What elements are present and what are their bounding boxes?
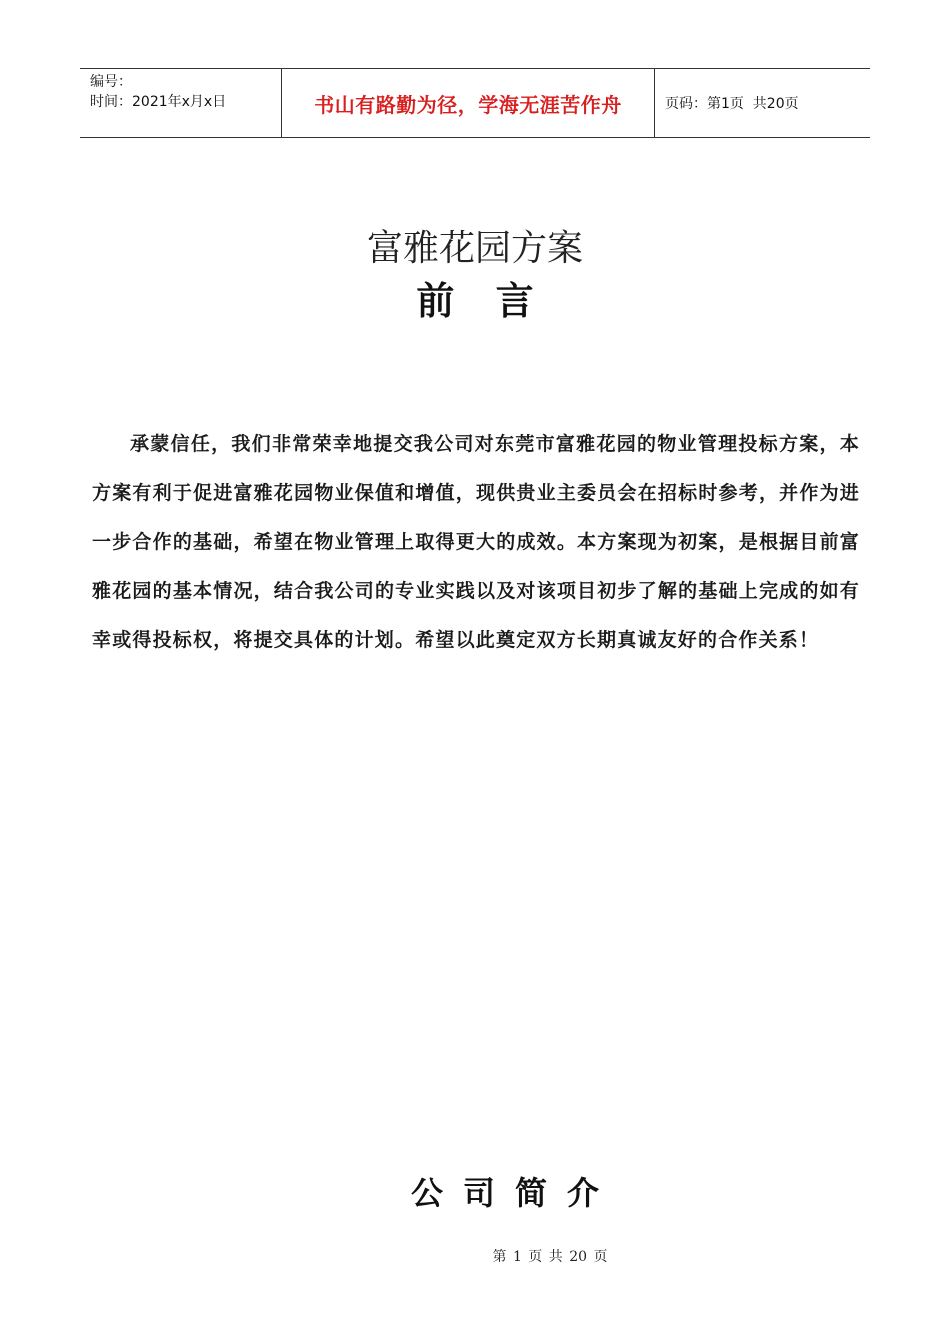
document-title: 富雅花园方案 [366, 228, 583, 269]
section-title-preface: 前 言 [416, 278, 548, 323]
page-footer: 第 1 页 共 20 页 [492, 1249, 608, 1265]
preface-paragraph: 承蒙信任，我们非常荣幸地提交我公司对东莞市富雅花园的物业管理投标方案，本方案有利于促进富雅花园物业保值和增值，现供贵业主委员会在招标时参考，并作为进一步合作的基础，希望在物业管理上取得更大的成效。本方案现为初案，是根据目前富雅花园的基本情况，结合我公司的专业实践以及对该项目初步了解的基础上完成的如有幸或得投标权，将提交具体的计划。希望以此奠定双方长期真诚友好的合作关系！ [92, 433, 860, 651]
header-motto: 书山有路勤为径，学海无涯苦作舟 [282, 69, 655, 137]
header-page-info [655, 69, 870, 137]
section-title-company-intro: 公司简介 [410, 1174, 619, 1212]
number-label: 编号： [90, 74, 132, 90]
time-label: 时间：2021年x月x日 [90, 94, 227, 110]
page-info-text: 页码：第1页 共20页 [665, 96, 799, 112]
page-header [80, 68, 870, 138]
header-meta [80, 69, 282, 137]
